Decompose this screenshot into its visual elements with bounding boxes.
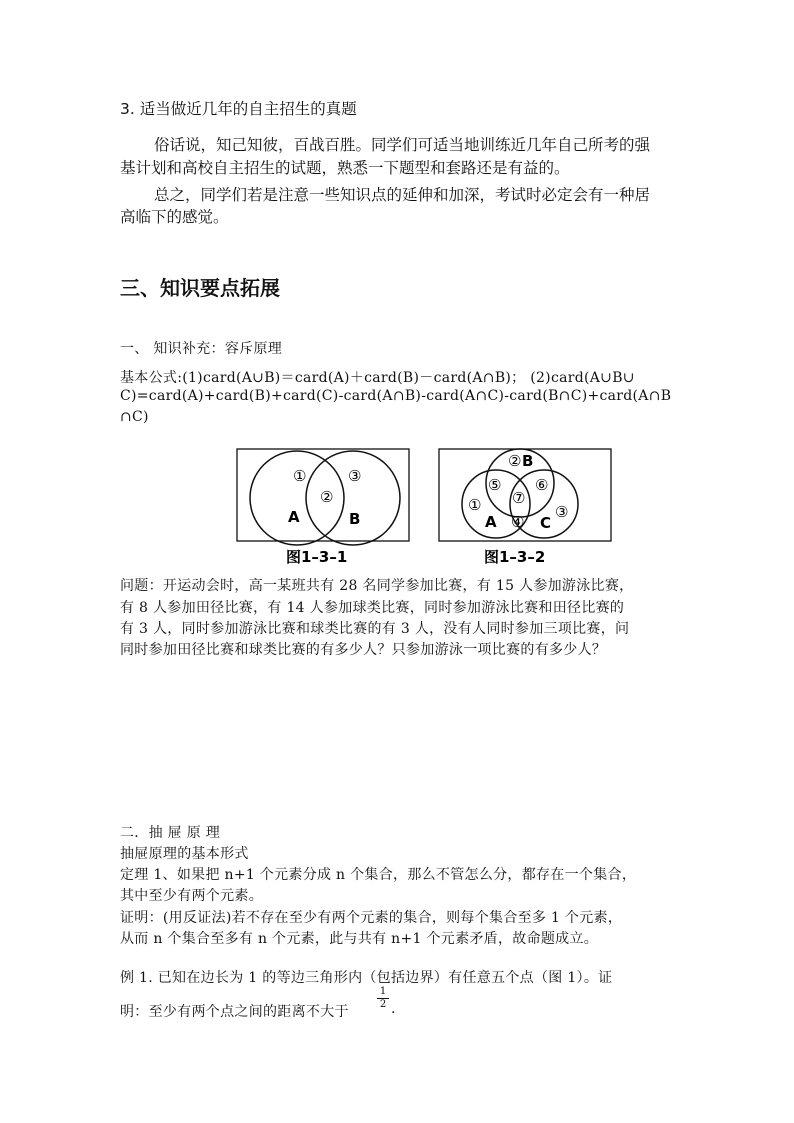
problem-line: 问题：开运动会时，高一某班共有 28 名同学参加比赛，有 15 人参加游泳比赛， bbox=[120, 578, 634, 594]
region-1: ① bbox=[293, 467, 307, 485]
problem-line: 有 3 人，同时参加游泳比赛和球类比赛的有 3 人，没有人同时参加三项比赛，问 bbox=[120, 621, 630, 637]
region-6: ⑥ bbox=[535, 476, 549, 494]
part-title: 一、 知识补充：容斥原理 bbox=[120, 341, 283, 357]
figure-caption: 图1–3–1 bbox=[286, 548, 348, 566]
paragraph-line: 高临下的感觉。 bbox=[120, 208, 229, 226]
region-2: ② bbox=[320, 488, 334, 506]
problem-line: 有 8 人参加田径比赛，有 14 人参加球类比赛，同时参加游泳比赛和田径比赛的 bbox=[120, 600, 625, 616]
venn-diagram-three-sets bbox=[438, 448, 612, 568]
theorem-line: 其中至少有两个元素。 bbox=[120, 888, 263, 904]
fraction-denominator: 2 bbox=[379, 999, 387, 1010]
part-subtitle: 抽屉原理的基本形式 bbox=[120, 846, 249, 862]
proof-line: 从而 n 个集合至多有 n 个元素，此与共有 n+1 个元素矛盾，故命题成立。 bbox=[120, 931, 599, 947]
formula-line: C)=card(A)+card(B)+card(C)-card(A∩B)-card(A∩C)-card(B∩C)+card(A∩B bbox=[120, 388, 672, 404]
example-line: 明：至少有两个点之间的距离不大于 bbox=[120, 1004, 349, 1020]
formula-line: 基本公式:(1)card(A∪B)＝card(A)＋card(B)－card(A∩B)； (2)card(A∪B∪ bbox=[120, 370, 635, 386]
region-3: ③ bbox=[555, 503, 569, 521]
region-2: ② bbox=[508, 452, 522, 470]
label-a: A bbox=[288, 508, 300, 526]
venn-diagram-two-sets bbox=[236, 448, 410, 568]
figure-caption: 图1–3–2 bbox=[484, 548, 546, 566]
theorem-line: 定理 1、如果把 n+1 个元素分成 n 个集合，那么不管怎么分，都存在一个集合， bbox=[120, 867, 637, 883]
region-3: ③ bbox=[348, 467, 362, 485]
label-b: B bbox=[349, 510, 361, 528]
region-7: ⑦ bbox=[512, 489, 526, 507]
label-a: A bbox=[485, 513, 497, 531]
region-5: ⑤ bbox=[488, 476, 502, 494]
part-title: 二．抽 屉 原 理 bbox=[120, 825, 221, 841]
fraction-numerator: 1 bbox=[379, 986, 387, 997]
proof-line: 证明：(用反证法)若不存在至少有两个元素的集合，则每个集合至多 1 个元素， bbox=[120, 910, 623, 926]
region-1: ① bbox=[468, 496, 482, 514]
label-b: B bbox=[522, 452, 534, 470]
example-line: 例 1. 已知在边长为 1 的等边三角形内（包括边界）有任意五个点（图 1）。证 bbox=[120, 970, 613, 986]
section-heading: 三、知识要点拓展 bbox=[120, 276, 280, 300]
paragraph-line: 基计划和高校自主招生的试题，熟悉一下题型和套路还是有益的。 bbox=[120, 159, 570, 177]
paragraph-line: 总之，同学们若是注意一些知识点的延伸和加深，考试时必定会有一种居 bbox=[154, 186, 651, 204]
fraction bbox=[377, 986, 389, 1010]
example-end: . bbox=[391, 1001, 396, 1017]
item-title: 3. 适当做近几年的自主招生的真题 bbox=[120, 100, 357, 118]
formula-line: ∩C) bbox=[120, 409, 149, 425]
region-4: ④ bbox=[511, 513, 525, 531]
label-c: C bbox=[540, 514, 552, 532]
problem-line: 同时参加田径比赛和球类比赛的有多少人？只参加游泳一项比赛的有多少人？ bbox=[120, 642, 607, 658]
paragraph-line: 俗话说，知己知彼，百战百胜。同学们可适当地训练近几年自己所考的强 bbox=[154, 136, 651, 154]
